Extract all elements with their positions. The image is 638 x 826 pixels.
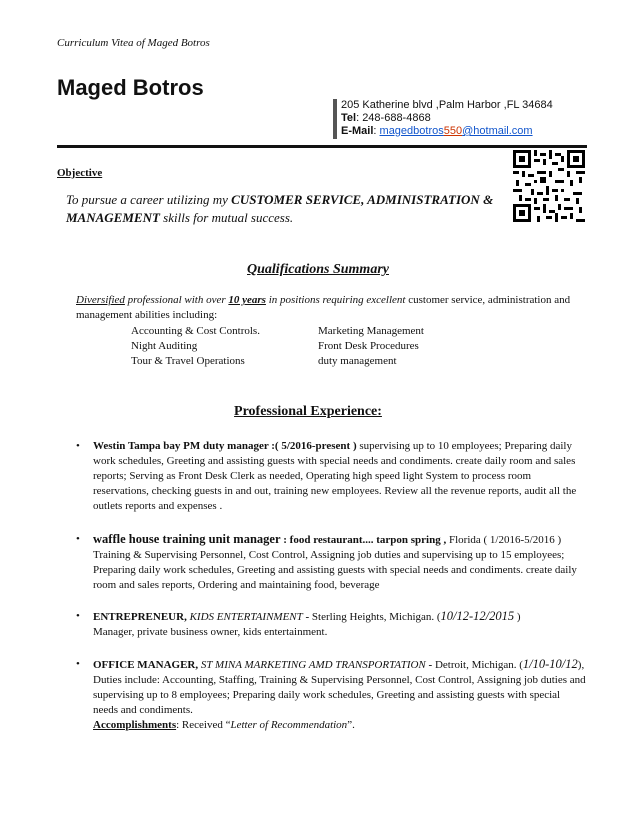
job-company: ST MINA MARKETING AMD TRANSPORTATION: [198, 659, 426, 671]
bullet: •: [76, 440, 80, 452]
address: 205 Katherine blvd ,Palm Harbor ,FL 34684: [341, 99, 553, 111]
job-title: Westin Tampa bay PM duty manager :( 5/2016-present ): [93, 440, 357, 452]
skill-item: Front Desk Procedures: [318, 340, 419, 352]
job-entry: • OFFICE MANAGER, ST MINA MARKETING AMD TRANSPORTATION - Detroit, Michigan. (1/10-10/12), Duties include: Accounting, Staffing, Training & Supervising Personnel, Cost Control, Assigning job duties and supervising up to 8 employees; Preparing daily work schedules, Greeting and assisting guests with special needs and condiments. Accomplishments: Received “Letter of Recommendation”.: [76, 657, 586, 731]
email-sep: :: [373, 125, 380, 137]
skill-item: Accounting & Cost Controls.: [131, 325, 260, 337]
job-title: ENTREPRENEUR,: [93, 611, 187, 623]
qualifications-title: Qualifications Summary: [247, 262, 389, 277]
job-entry: • ENTREPRENEUR, KIDS ENTERTAINMENT - Sterling Heights, Michigan. (10/12-12/2015 ) Manager, private business owner, kids entertainment.: [76, 609, 521, 638]
job-dates: 1/10-10/12: [522, 657, 578, 671]
job-description: Manager, private business owner, kids entertainment.: [93, 626, 328, 638]
skill-item: Tour & Travel Operations: [131, 355, 245, 367]
objective-emphasis: CUSTOMER SERVICE, ADMINISTRATION & MANAGEMENT: [66, 192, 494, 225]
tel-label: Tel: [341, 112, 357, 124]
qr-code: [513, 150, 585, 222]
job-title: waffle house training unit manager: [93, 532, 281, 546]
objective-text: To pursue a career utilizing my CUSTOMER SERVICE, ADMINISTRATION & MANAGEMENT skills for mutual success.: [66, 192, 494, 225]
skill-item: duty management: [318, 355, 397, 367]
bullet: •: [76, 610, 80, 622]
job-description: Duties include: Accounting, Staffing, Training & Supervising Personnel, Cost Control, Assigning job duties and supervising up to 8 employees; Preparing daily work schedules, Greeting and assisting guests with special needs and condiments.: [93, 674, 586, 716]
candidate-name: Maged Botros: [57, 75, 204, 100]
job-company: KIDS ENTERTAINMENT: [186, 611, 303, 623]
contact-block: [333, 99, 573, 139]
email-digits: 550: [443, 125, 463, 137]
phone-line: [341, 112, 573, 125]
accomplishment-item: Letter of Recommendation: [230, 719, 348, 731]
job-title: OFFICE MANAGER,: [93, 659, 199, 671]
email-domain: @hotmail.com: [462, 125, 533, 137]
header-divider: [57, 145, 587, 148]
job-employer: : food restaurant.... tarpon spring ,: [280, 534, 447, 546]
job-entry: [76, 439, 586, 514]
bullet: •: [76, 658, 80, 670]
tel-value: : 248-688-4868: [356, 112, 431, 124]
job-entry: [76, 532, 586, 593]
email-line: [341, 125, 573, 138]
accomplishments-label: Accomplishments: [93, 719, 177, 731]
email-label: E-Mail: [341, 125, 374, 137]
qualifications-intro: Diversified professional with over 10 years in positions requiring excellent customer service, administration and management abilities including:: [76, 294, 571, 321]
job-location: Sterling Heights, Michigan. (: [309, 611, 441, 623]
experience-title: Professional Experience:: [234, 404, 382, 419]
job-location: Detroit, Michigan. (: [432, 659, 523, 671]
header-note: Curriculum Vitea of Maged Botros: [57, 37, 210, 49]
skill-item: Night Auditing: [131, 340, 198, 352]
email-user: magedbotros: [379, 125, 444, 137]
objective-title: Objective: [57, 167, 103, 179]
job-description: supervising up to 10 employees; Preparing daily work schedules, Greeting and assisting guests with special needs and condiments. create daily room and sales reports; Serving as Front Desk Clerk as needed, Operating high speed light System to process room reservations, checking guests in and out, training new employees. Review all the revenue reports, audit all the outlets reports and expenses .: [93, 440, 577, 512]
job-description: Florida ( 1/2016-5/2016 ) Training & Supervising Personnel, Cost Control, Assigning job duties and supervising up to 15 employees; Preparing daily work schedules, Greeting and assisting guests with special needs and condiments. create daily room and sales reports, Ordering and maintaining food, beverage: [93, 534, 577, 591]
job-dates: 10/12-12/2015: [440, 609, 515, 623]
bullet: •: [76, 533, 80, 545]
skill-item: Marketing Management: [318, 325, 424, 337]
email-link[interactable]: [380, 125, 533, 137]
